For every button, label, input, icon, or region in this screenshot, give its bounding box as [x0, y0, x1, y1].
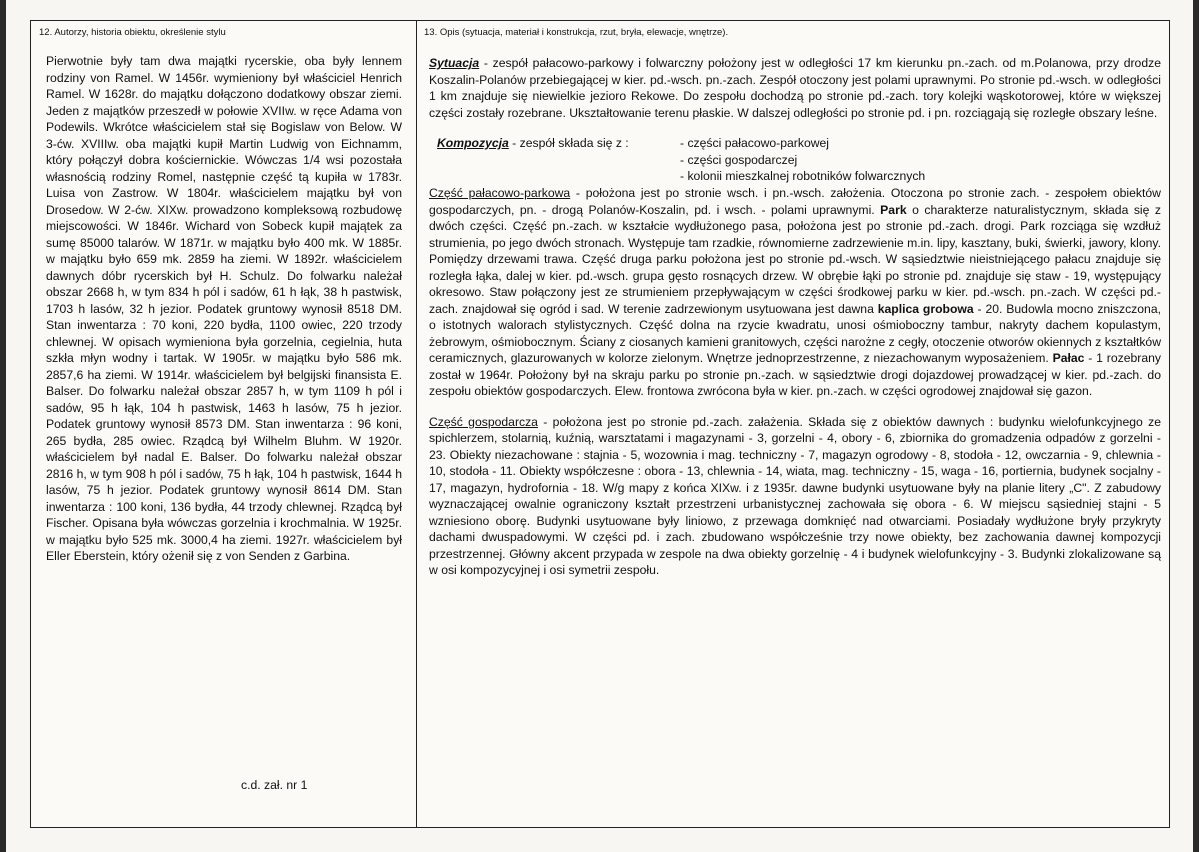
- continuation-note: c.d. zał. nr 1: [241, 778, 308, 792]
- chapel-label: kaplica grobowa: [877, 301, 974, 316]
- situation-text: - zespół pałacowo-parkowy i folwarczny położony jest w odległości 17 km kierunku pn.-zach. od m.Polanowa, przy drodze Koszalin-Polanów przebiegającej w kier. pd.-wsch. pn.-zach. Zespół otoczony jest polami uprawnymi. Po stronie pd.-wsch. w odległości 1 km znajduje się niewielkie jezioro Rekowe. Do zespołu dochodzą po stronie pd.-zach. tory kolejki wąskotorowej, które w większej części zostały rozebrane. Ukształtowanie terenu płaskie. W dalszej odległości po stronie pd. i pn. rozciągają się rozległe obszary leśne.: [429, 56, 1161, 120]
- composition-title: Kompozycja: [437, 136, 509, 150]
- composition-lead-text: - zespół składa się z :: [508, 136, 629, 150]
- situation-title: Sytuacja: [429, 56, 480, 70]
- palace-title: Część pałacowo-parkowa: [429, 186, 571, 200]
- scan-edge-right: [1193, 0, 1199, 852]
- palace-text-3: - 20. Budowla mocno zniszczona, o istotnych walorach stylistycznych. Część dolna na rzycie kwadratu, unosi ośmioboczny tambur, nakryty dachem kopulastym, żebrowym, ośmiobocznym. Ściany z ciosanych kamieni granitowych, części narożne z cegły, otoczenie otworów okiennych z kształtków ceramicznych, glazurowanych w kolorze zielonym. Wnętrze jednoprzestrzenne, z niezachowanym wyposażeniem.: [429, 301, 1161, 365]
- history-column: [46, 53, 402, 565]
- palace-text-4: - 1 rozebrany został w 1964r. Położony był na skraju parku po stronie pn.-zach. w sąsiedztwie drogi dojazdowej prowadzącej w kier. pd.-zach. do zespołu obiektów gospodarczych. Elew. frontowa zwrócona była w kier. pn.-zach. w części ogrodowej znajdował się gazon.: [429, 351, 1161, 398]
- composition-item: - części gospodarczej: [680, 152, 798, 167]
- farm-text: - położona jest po stronie pd.-zach. załażenia. Składa się z obiektów dawnych : budynku wielofunkcyjnego ze spichlerzem, stolarnią, kuźnią, warsztatami i magazynami - 3, gorzelni - 4, obory - 6, zbiornika do gromadzenia odpadów z gorzelni - 23. Obiekty niezachowane : stajnia - 5, wozownia i mag. techniczny - 7, magazyn ogrodowy - 8, stodoła - 12, owczarnia - 9, chlewnia - 10, stodoła - 11. Obiekty współczesne : obora - 13, chlewnia - 14, wiata, mag. techniczny - 15, waga - 16, portiernia, budynek socjalny - 17, magazyn, hydrofornia - 18. W/g mapy z końca XIXw. i z 1935r. dawne budynki usytuowane były na planie litery „C". Z zabudowy wyznaczającej owalnie ograniczony kształt przestrzeni urbanistycznej zachowała się obora - 6. W miejscu sąsiedniej stajni - 5 wzniesiono oborę. Budynki usytuowane były liniowo, z przewaga domknięć nad otwarciami. Posiadały wydłużone bryły przykryty dachami dwuspadowymi. W części pd. i zach. zbudowano współcześnie trzy nowe obiekty, bez zachowania dawnej kompozycji przestrzennej. Główny akcent przypada w zespole na dwa obiekty gorzelnię - 4 i budynek wielofunkcyjny - 3. Budynki zlokalizowane są w osi kompozycyjnej i osi symetrii zespołu.: [429, 414, 1161, 577]
- palace-text-1: - położona jest po stronie wsch. i pn.-wsch. założenia. Otoczona po stronie zach. - zespołem obiektów gospodarczych, pn. - drogą Polanów-Koszalin, pd. i wsch. - polami uprawnymi.: [429, 186, 1161, 217]
- history-text: Pierwotnie były tam dwa majątki rycerskie, oba były lennem rodziny von Ramel. W 1456r. wymieniony był właściciel Henrich Ramel. W 1628r. do majątku dołączono dodatkowy obszar ziemi. Jeden z majątków przeszedł w połowie XVIIw. w ręce Adama von Podewils. Wkrótce właścicielem stał się Bogislaw von Below. W 3-ćw. XVIIIw. oba majątki kupił Martin Ludwig von Eichnamm, który połączył dobra kościernickie. Wówczas 1/4 wsi pozostała własnością rodziny Romel, następnie część tą kupiła w 1783r. Luisa von Zastrow. W 1804r. właścicielem majątku był von Drosedow. W 2-ćw. XIXw. prowadzono kompleksową rozbudowę miejscowości. W 1846r. Wichard von Sobeck kupił majątek za sumę 85000 talarów. W 1871r. w majątku było 400 mk. W 1885r. w majątku było 659 mk. 2859 ha ziemi. W 1892r. właścicielem dawnych dóbr rycerskich był H. Schulz. Do folwarku należał obszar 2668 h, w tym 834 h pól i sadów, 61 h łąk, 38 h pastwisk, 1703 h lasów, 32 h jezior. Podatek gruntowy wynosił 8518 DM. Stan inwentarza : 70 koni, 220 bydła, 1100 owiec, 220 trzody chlewnej. W opisach wymieniona była gorzelnia, cegielnia, huta szkła młyn wodny i tartak. W 1905r. w majątku było 586 mk. 2857,6 ha ziemi. W 1914r. właścicielem był belgijski finansista E. Balser. Do folwarku należał obszar 2857 h, w tym 1109 h pól i sadów, 95 h łąk, 104 h pastwisk, 1463 h lasów, 75 h jezior. Podatek gruntowy wynosił 8573 DM. Stan inwentarza : 96 koni, 265 bydła, 285 owiec. Rządcą był Wilhelm Bluhm. W 1920r. właścicielem był nadal E. Balser. Do folwarku należał obszar 2816 h, w tym 908 h pól i sadów, 75 h łąk, 104 h pastwisk, 1644 h lasów, 75 h jezior. Podatek gruntowy wynosił 8614 DM. Stan inwentarza : 100 koni, 136 bydła, 44 trzody chlewnej. Rządcą był Fischer. Opisana była wówczas gorzelnia i krochmalnia. W 1925r. w majątku było 525 mk. 3000,4 ha ziemi. 1927r. właścicielem był Eller Eberstein, który ożenił się z von Senden z Garbina.: [46, 54, 402, 563]
- column-divider: [416, 21, 417, 827]
- farm-title: Część gospodarcza: [429, 414, 538, 429]
- farm-paragraph: [429, 414, 1161, 579]
- situation-paragraph: [429, 55, 1161, 121]
- palace-text-2: o charakterze naturalistycznym, składa się z dwóch części. Część pn.-zach. w kształcie wydłużonego pasa, położona jest po stronie pd.-zach. drogi. Park rozciąga się wzdłuż strumienia, po jego dwóch stronach. Występuje tam rzadkie, równomierne zadrzewienie m.in. lipy, kasztany, buki, świerki, jawory, klony. Pomiędzy drzewami trawa. Część druga parku położona jest po stronie pd.-wsch. W sąsiedztwie nieistniejącego pałacu znajduje się rozległa łąka, dalej w kier. pd.-wsch. grupa gęsto rosnących drzew. W obrębie łąki po stronie pd. znajduje się staw - 19, występujący okresowo. Staw połączony jest ze strumieniem przepływającym w części środkowej parku w kier. pd.-wsch. pn.-zach. W części pd.-zach. znajdował się ogród i sad. W terenie zadrzewionym usytuowana jest dawna: [429, 202, 1161, 316]
- palac-label: Pałac: [1052, 351, 1085, 365]
- header-history: 12. Autorzy, historia obiektu, określenie stylu: [39, 27, 226, 38]
- composition-lead: [437, 135, 629, 152]
- palace-paragraph: [429, 185, 1161, 400]
- scan-edge-left: [0, 0, 6, 852]
- park-label: Park: [880, 202, 907, 217]
- composition-item: - części pałacowo-parkowej: [680, 136, 830, 150]
- composition-block: [429, 135, 1161, 185]
- document-sheet: [30, 20, 1170, 828]
- composition-item: - kolonii mieszkalnej robotników folwarcznych: [680, 169, 926, 183]
- description-column: [429, 55, 1161, 579]
- header-description: 13. Opis (sytuacja, materiał i konstrukcja, rzut, bryła, elewacje, wnętrze).: [424, 27, 729, 38]
- composition-list: [680, 135, 925, 185]
